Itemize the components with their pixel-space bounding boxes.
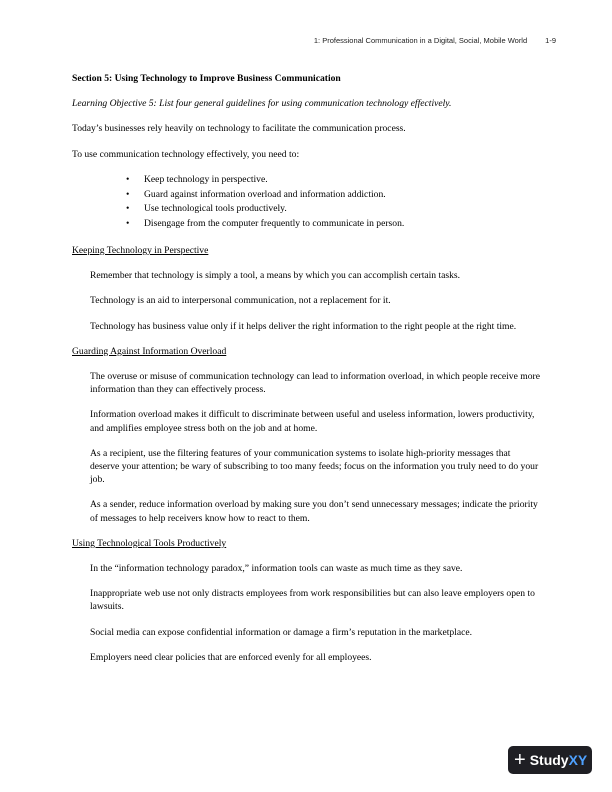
intro-paragraph-2: To use communication technology effectively, you need to:: [72, 148, 300, 160]
paragraph: Employers need clear policies that are enforced evenly for all employees.: [90, 651, 372, 663]
paragraph: Remember that technology is simply a tool, a means by which you can accomplish certain tasks.: [90, 270, 461, 282]
subheading-overload: Guarding Against Information Overload: [72, 345, 227, 357]
subheading-tools: Using Technological Tools Productively: [72, 537, 227, 549]
list-item: • Disengage from the computer frequently to communicate in person.: [144, 217, 540, 232]
paragraph: As a recipient, use the filtering features of your communication systems to isolate high-priority messages that deserve your attention; be wary of subscribing to too many feeds; focus on the information you truly need to do your job.: [90, 447, 539, 486]
list-item: • Use technological tools productively.: [144, 202, 540, 217]
paragraph: Social media can expose confidential information or damage a firm’s reputation in the marketplace.: [90, 626, 473, 638]
paragraph: As a sender, reduce information overload by making sure you don’t send unnecessary messages; indicate the priority of messages to help receivers know how to react to them.: [90, 499, 538, 524]
paragraph: Information overload makes it difficult to discriminate between useful and useless information, lowers productivity, and amplifies employee stress both on the job and at home.: [90, 409, 535, 434]
list-item: • Guard against information overload and information addiction.: [144, 188, 540, 203]
page-number: 1-9: [545, 36, 556, 45]
studyxy-badge[interactable]: [508, 746, 592, 774]
paragraph: Technology is an aid to interpersonal communication, not a replacement for it.: [90, 295, 391, 307]
intro-paragraph-1: Today’s businesses rely heavily on technology to facilitate the communication process.: [72, 123, 406, 135]
paragraph: The overuse or misuse of communication technology can lead to information overload, in which people receive more information than they can effectively process.: [90, 371, 540, 396]
subheading-perspective: Keeping Technology in Perspective: [72, 245, 209, 256]
paragraph: In the “information technology paradox,” information tools can waste as much time as they save.: [90, 563, 463, 575]
page-content: [72, 64, 540, 664]
paragraph: Technology has business value only if it helps deliver the right information to the right people at the right time.: [90, 320, 517, 332]
guidelines-list: [72, 173, 540, 232]
page-header: [0, 36, 556, 45]
paragraph: Inappropriate web use not only distracts employees from work responsibilities but can also leave employers open to lawsuits.: [90, 588, 535, 613]
section-title: Section 5: Using Technology to Improve Business Communication: [72, 73, 341, 84]
badge-word-study: Study: [529, 752, 569, 768]
header-title: 1: Professional Communication in a Digital, Social, Mobile World: [313, 36, 528, 45]
learning-objective: Learning Objective 5: List four general guidelines for using communication technology effectively.: [72, 98, 452, 110]
badge-word-xy: XY: [568, 752, 588, 768]
plus-icon: +: [514, 749, 526, 771]
list-item: • Keep technology in perspective.: [144, 173, 540, 188]
